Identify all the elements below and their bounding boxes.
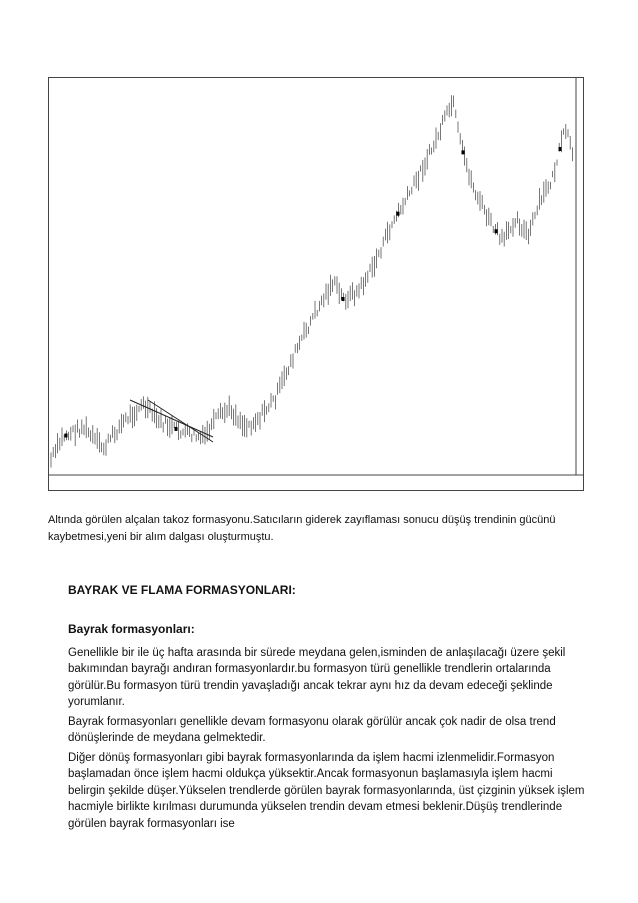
chart-border (49, 78, 584, 491)
paragraph-1: Genellikle bir ile üç hafta arasında bir sürede meydana gelen,isminden de anlaşılacağı üzere şekil bakımından bayrağı andıran formasyonlardır.bu formasyon türü genellikle trendlerin ortalarında görülür.Bu formasyon türü trendin yavaşladığı ancak tekrar aynı hız da devam edeceği şeklinde yorumlanır. (68, 647, 566, 709)
price-marker (65, 434, 68, 438)
chart-svg (48, 77, 584, 491)
paragraph-3: Diğer dönüş formasyonları gibi bayrak formasyonlarında da işlem hacmi izlenmelidir.Formasyon başlamadan önce işlem hacmi oldukça yüksektir.Ancak formasyonun başlamasıyla işlem hacmi belirgin şekilde düşer.Yükselen trendlerde görülen bayrak formasyonlarında, üst çizginin yüksek işlem hacmiyle birlikte kırılması durumunda yükselen trendin devam etmesi beklenir.Düşüş trendlerinde görülen bayrak formasyonları ise (68, 752, 585, 830)
price-chart (48, 77, 584, 491)
price-marker (175, 427, 178, 431)
paragraph-2: Bayrak formasyonları genellikle devam formasyonu olarak görülür ancak çok nadir de olsa trend dönüşlerinde de meydana gelmektedir. (68, 716, 556, 745)
subsection-title: Bayrak formasyonları: (68, 622, 195, 636)
section-title: BAYRAK VE FLAMA FORMASYONLARI: (68, 583, 296, 597)
price-marker (342, 297, 345, 301)
price-marker (559, 147, 562, 151)
price-marker (462, 150, 465, 154)
price-marker (397, 212, 400, 216)
chart-caption: Altında görülen alçalan takoz formasyonu.Satıcıların giderek zayıflaması sonucu düşüş trendinin gücünü kaybetmesi,yeni bir alım dalgası oluşturmuştu. (48, 514, 556, 543)
price-marker (495, 229, 498, 233)
